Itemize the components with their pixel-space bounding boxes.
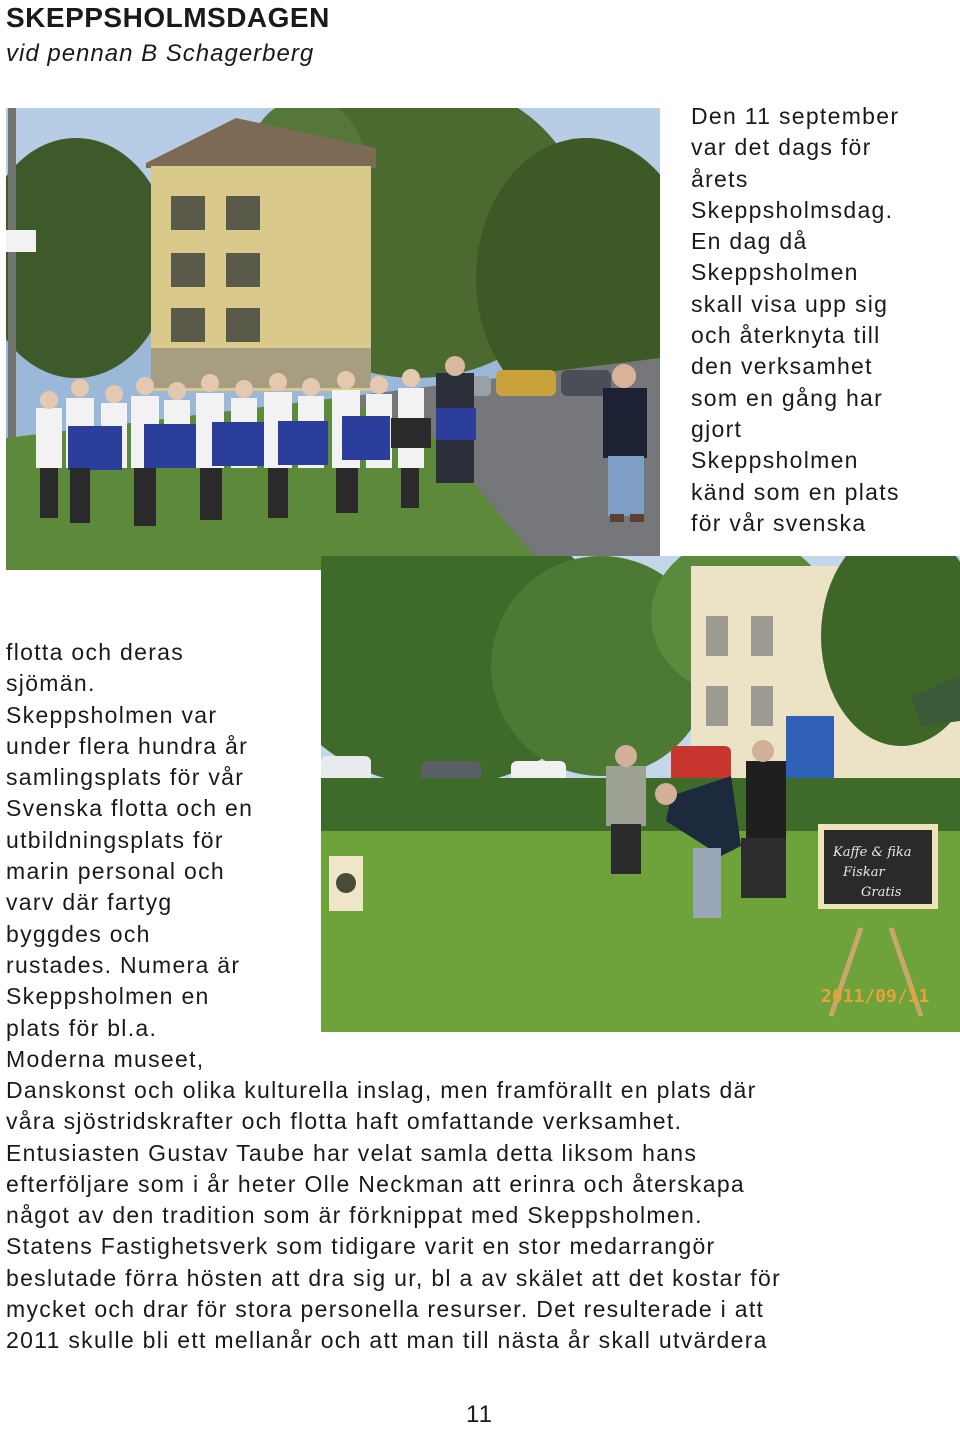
text-line: mycket och drar för stora personella resurser. Det resulterade i att xyxy=(6,1296,765,1323)
text-line: utbildningsplats för xyxy=(6,826,224,853)
chalkboard-line: Gratis xyxy=(861,885,902,900)
chalkboard-line: Fiskar xyxy=(843,865,885,880)
chalkboard-line: Kaffe & fika xyxy=(833,845,912,860)
left-column-text xyxy=(6,637,253,1075)
text-line: samlingsplats för vår xyxy=(6,764,245,791)
full-width-text xyxy=(6,1075,781,1357)
right-column-text xyxy=(691,101,900,539)
text-line: sjömän. xyxy=(6,670,96,697)
article-byline: vid pennan B Schagerberg xyxy=(6,40,315,67)
text-line: den verksamhet xyxy=(691,353,873,380)
text-line: känd som en plats xyxy=(691,478,900,505)
text-line: Skeppsholmen en xyxy=(6,983,210,1010)
text-line: plats för bl.a. xyxy=(6,1014,158,1041)
text-line: Skeppsholmen var xyxy=(6,701,218,728)
text-line: Moderna museet, xyxy=(6,1045,205,1072)
text-line: varv där fartyg xyxy=(6,889,173,916)
text-line: 2011 skulle bli ett mellanår och att man till nästa år skall utvärdera xyxy=(6,1327,768,1354)
text-line: Den 11 september xyxy=(691,103,900,129)
text-line: gjort xyxy=(691,415,743,442)
text-line: byggdes och xyxy=(6,920,151,947)
page-number: 11 xyxy=(466,1401,493,1428)
text-line: Danskonst och olika kulturella inslag, men framförallt en plats där xyxy=(6,1077,757,1103)
text-line: rustades. Numera är xyxy=(6,951,241,978)
text-line: årets xyxy=(691,165,749,192)
photo-date-stamp: 2011/09/11 xyxy=(821,986,930,1007)
text-line: och återknyta till xyxy=(691,322,881,349)
text-line: för vår svenska xyxy=(691,509,867,536)
text-line: beslutade förra hösten att dra sig ur, bl a av skälet att det kostar för xyxy=(6,1264,782,1291)
text-line: Svenska flotta och en xyxy=(6,795,254,822)
photo-brass-band xyxy=(6,108,660,570)
article-title: SKEPPSHOLMSDAGEN xyxy=(6,2,330,33)
text-line: Statens Fastighetsverk som tidigare varit en stor medarrangör xyxy=(6,1233,716,1260)
text-line: efterföljare som i år heter Olle Neckman att erinra och återskapa xyxy=(6,1170,746,1197)
text-line: Skeppsholmen xyxy=(691,259,859,286)
text-line: flotta och deras xyxy=(6,639,185,665)
text-line: Entusiasten Gustav Taube har velat samla detta liksom hans xyxy=(6,1139,698,1166)
text-line: var det dags för xyxy=(691,134,872,161)
text-line: skall visa upp sig xyxy=(691,290,889,317)
text-line: som en gång har xyxy=(691,384,884,411)
text-line: något av den tradition som är förknippat med Skeppsholmen. xyxy=(6,1202,703,1229)
text-line: En dag då xyxy=(691,228,808,255)
photo-lawn-activity xyxy=(321,556,960,1032)
text-line: marin personal och xyxy=(6,858,226,885)
text-line: våra sjöstridskrafter och flotta haft omfattande verksamhet. xyxy=(6,1108,683,1135)
text-line: Skeppsholmen xyxy=(691,447,859,474)
text-line: under flera hundra år xyxy=(6,732,249,759)
text-line: Skeppsholmsdag. xyxy=(691,196,894,223)
